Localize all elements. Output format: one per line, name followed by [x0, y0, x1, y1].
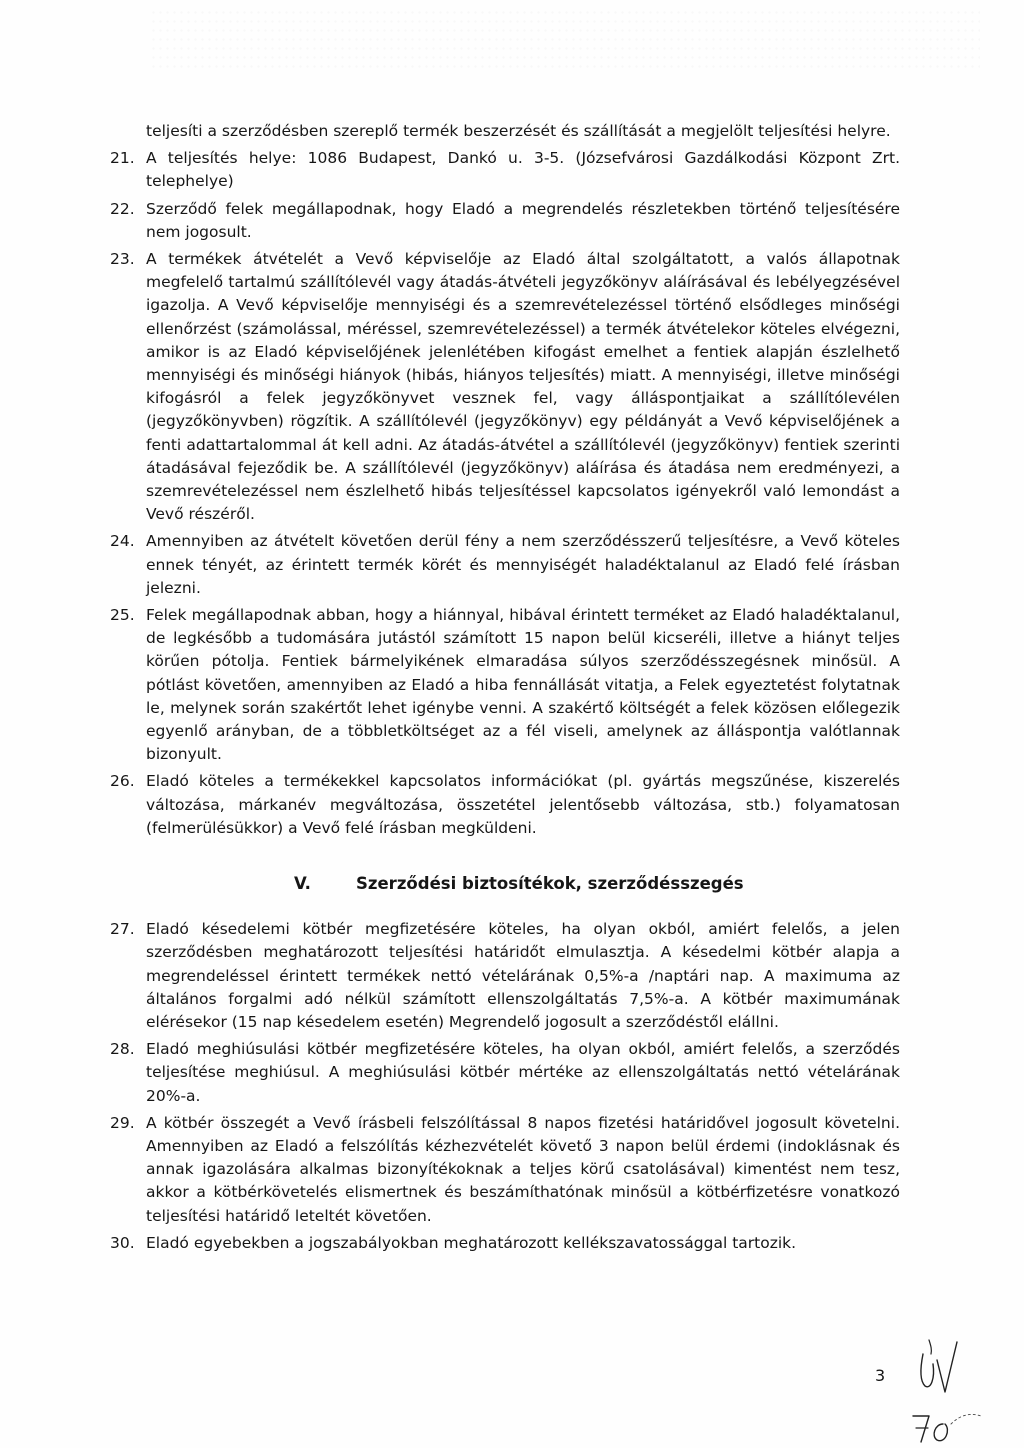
paragraph-number: 21. — [110, 149, 135, 168]
numbered-paragraph — [110, 1038, 900, 1108]
numbered-list-before — [110, 147, 900, 840]
paragraph-text: Eladó meghiúsulási kötbér megfizetésére köteles, ha olyan okból, amiért felelős, a szerződés teljesítése meghiúsul. A meghiúsulási kötbér mértéke az ellenszolgáltatás nettó vételárának 20%-a. — [146, 1040, 900, 1105]
numbered-paragraph — [110, 248, 900, 526]
paragraph-text: Amennyiben az átvételt követően derül fény a nem szerződésszerű teljesítésre, a Vevő köteles ennek tényét, az érintett termék körét és mennyiségét haladéktalanul az Eladó felé írásban jelezni. — [146, 532, 900, 597]
paragraph-number: 29. — [110, 1113, 135, 1132]
scan-noise — [150, 8, 980, 68]
numbered-list-after — [110, 918, 900, 1255]
section-number: V. — [294, 874, 311, 894]
page-number: 3 — [875, 1366, 886, 1385]
numbered-paragraph — [110, 1112, 900, 1228]
section-heading — [110, 872, 900, 896]
continued-paragraph — [110, 120, 900, 143]
numbered-paragraph — [110, 770, 900, 840]
paragraph-number: 23. — [110, 250, 135, 269]
paragraph-text: Eladó egyebekben a jogszabályokban meghatározott kellékszavatossággal tartozik. — [146, 1233, 797, 1252]
paragraph-number: 24. — [110, 532, 135, 551]
handwritten-signature — [885, 1320, 1024, 1448]
paragraph-number: 22. — [110, 199, 135, 218]
numbered-paragraph — [110, 604, 900, 766]
numbered-paragraph — [110, 1232, 900, 1255]
numbered-paragraph — [110, 147, 900, 193]
paragraph-number: 27. — [110, 920, 135, 939]
paragraph-text: A kötbér összegét a Vevő írásbeli felszólítással 8 napos fizetési határidővel jogosult követelni. Amennyiben az Eladó a felszólítás kézhezvételét követő 3 napon belül érdemi (indoklásnak és annak igazolására alkalmas bizonyítékoknak a teljes körű csatolásával) kimentést nem tesz, akkor a kötbérkövetelés elismertnek és beszámíthatónak minősül a kötbérfizetésre vonatkozó teljesítési határidő leteltét követően. — [146, 1113, 900, 1225]
paragraph-text: Szerződő felek megállapodnak, hogy Eladó a megrendelés részletekben történő teljesítésére nem jogosult. — [146, 199, 900, 241]
section-title: Szerződési biztosítékok, szerződésszegés — [356, 874, 744, 894]
numbered-paragraph — [110, 198, 900, 244]
paragraph-number: 26. — [110, 772, 135, 791]
paragraph-number: 30. — [110, 1233, 135, 1252]
paragraph-text: Felek megállapodnak abban, hogy a hiánnyal, hibával érintett terméket az Eladó haladéktalanul, de legkésőbb a tudomására jutástól számított 15 napon belül kicseréli, illetve a hiányt teljes körűen pótolja. Fentiek bármelyikének elmaradása súlyos szerződésszegésnek minősül. A pótlást követően, amennyiben az Eladó a hiba fennállását vitatja, a Felek egyeztetést folytatnak le, melynek során szakértőt lehet igénybe venni. A szakértő költségét a felek közösen előlegezik egyenlő arányban, de a többletköltséget az a fél viseli, amelynek az álláspontja valótlannak bizonyult. — [146, 606, 900, 764]
paragraph-text: teljesíti a szerződésben szereplő termék beszerzését és szállítását a megjelölt teljesítési helyre. — [146, 122, 891, 140]
document-body — [110, 120, 900, 1259]
paragraph-text: A termékek átvételét a Vevő képviselője az Eladó által szolgáltatott, a valós állapotnak megfelelő tartalmú szállítólevél vagy átadás-átvételi jegyzőkönyv aláírásával és lebélyegzésével igazolja. A Vevő képviselője mennyiségi és a szemrevételezéssel történő elsődleges minőségi ellenőrzést (számolással, méréssel, szemrevételezéssel) a termék átvételekor köteles elvégezni, amikor is az Eladó képviselőjének jelenlétében kifogást emelhet a fentiek alapján észlelhető mennyiségi és minőségi hiányok (hibás, hiányos teljesítés) miatt. A mennyiségi, illetve minőségi kifogásról a felek jegyzőkönyvet vesznek fel, vagy álláspontjaikat a szállítólevélen (jegyzőkönyvben) rögzítik. A szállítólevél (jegyzőkönyv) egy példányát a Vevő képviselőjének a fenti adattartalommal át kell adni. Az átadás-átvétel a szállítólevél (jegyzőkönyv) fentiek szerinti átadásával fejeződik be. A szállítólevél (jegyzőkönyv) aláírása és átadása nem eredményezi, a szemrevételezéssel nem észlelhető hibás teljesítéssel kapcsolatos igényekről való lemondást a Vevő részéről. — [146, 250, 900, 524]
paragraph-text: A teljesítés helye: 1086 Budapest, Dankó u. 3-5. (Józsefvárosi Gazdálkodási Központ Zrt. telephelye) — [146, 149, 900, 191]
paragraph-text: Eladó köteles a termékekkel kapcsolatos információkat (pl. gyártás megszűnése, kiszerelés változása, márkanév megváltozása, összetétel jelentősebb változása, stb.) folyamatosan (felmerülésükkor) a Vevő felé írásban megküldeni. — [146, 772, 900, 837]
numbered-paragraph — [110, 918, 900, 1034]
paragraph-text: Eladó késedelemi kötbér megfizetésére köteles, ha olyan okból, amiért felelős, a jelen szerződésben meghatározott teljesítési határidőt elmulasztja. A késedelmi kötbér alapja a megrendeléssel érintett termékek nettó vételárának 0,5%-a /naptári nap. A maximuma az általános forgalmi adó nélkül számított ellenszolgáltatás 7,5%-a. A kötbér maximumának elérésekor (15 nap késedelem esetén) Megrendelő jogosult a szerződéstől elállni. — [146, 920, 900, 1031]
paragraph-number: 25. — [110, 606, 135, 625]
paragraph-number: 28. — [110, 1040, 135, 1059]
numbered-paragraph — [110, 530, 900, 600]
